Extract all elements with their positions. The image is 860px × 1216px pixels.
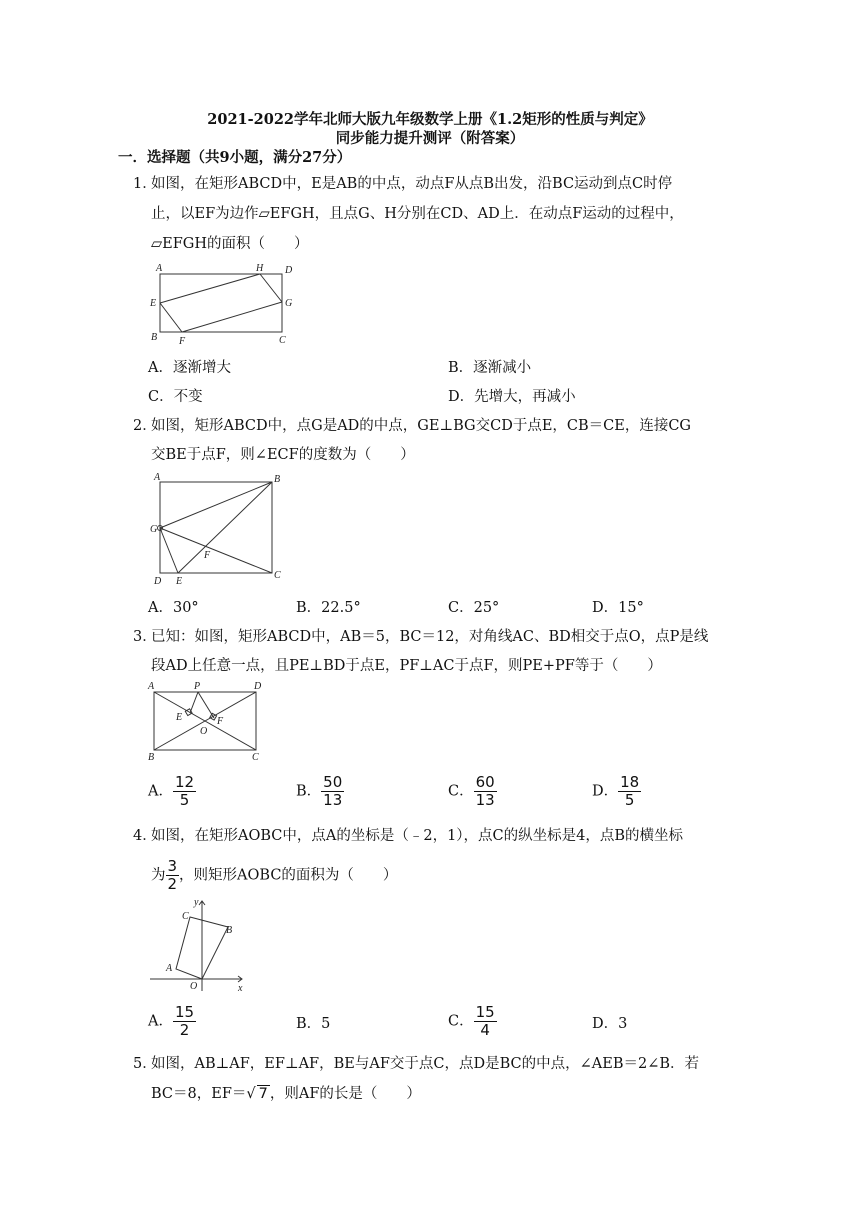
sqrt-value: 7: [258, 1086, 268, 1102]
label-F: F: [204, 550, 211, 561]
label-A: A: [148, 681, 155, 692]
question-text-line: 已知：如图，矩形ABCD中，AB＝5，BC＝12，对角线AC、BD相交于点O，点P是线: [151, 629, 709, 645]
option-c: C．不变: [148, 389, 203, 405]
option-b: B．逐渐减小: [448, 360, 532, 376]
question-text-line: 为 $\frac{3}{2}$ ，则矩形AOBC的面积为（ ）: [151, 857, 398, 893]
option-a: A．逐渐增大: [148, 360, 231, 376]
option-d: D．先增大，再减小: [448, 389, 576, 405]
option-a: A．30°: [148, 600, 199, 616]
question-number: 4．: [133, 828, 157, 844]
question-number: 2．: [133, 418, 157, 434]
label-E: E: [176, 576, 183, 587]
label-x: x: [238, 983, 243, 994]
question-text-line: 如图，在矩形ABCD中，E是AB的中点，动点F从点B出发，沿BC运动到点C时停: [151, 176, 673, 192]
question-text-line: ▱EFGH的面积（ ）: [151, 236, 309, 252]
label-F: F: [179, 336, 186, 346]
option-d: D．3: [592, 1016, 628, 1032]
question-text-line: 段AD上任意一点，且PE⊥BD于点E，PF⊥AC于点F，则PE+PF等于（ ）: [151, 658, 662, 674]
option-b: B．22.5°: [296, 600, 361, 616]
label-B: B: [274, 474, 281, 485]
label-H: H: [256, 263, 264, 274]
option-c: C．25°: [448, 600, 500, 616]
label-C: C: [252, 752, 259, 763]
question-text-line: 如图，在矩形AOBC中，点A的坐标是（﹣2，1），点C的纵坐标是4，点B的横坐标: [151, 828, 684, 844]
label-C: C: [274, 570, 281, 581]
label-G: G: [285, 298, 293, 309]
label-C: C: [279, 335, 286, 346]
label-A: A: [154, 472, 161, 483]
document-title-line2: 同步能力提升测评（附答案）: [335, 130, 525, 147]
question-text-line: 如图，AB⊥AF，EF⊥AF，BE与AF交于点C，点D是BC的中点，∠AEB＝2∠B．若: [151, 1056, 700, 1072]
figure-rectangle-midpoint: [148, 470, 293, 588]
option-d: D． $\frac{18}{5}$: [592, 773, 640, 809]
label-P: P: [194, 681, 201, 692]
option-a: A． $\frac{12}{5}$: [148, 773, 195, 809]
question-text-line: 交BE于点F，则∠ECF的度数为（ ）: [151, 447, 415, 463]
option-b: B． $\frac{50}{13}$: [296, 773, 343, 809]
label-O: O: [190, 981, 198, 992]
document-title-line1: 2021-2022学年北师大版九年级数学上册《1.2矩形的性质与判定》: [207, 111, 653, 128]
section-heading: 一．选择题（共9小题，满分27分）: [118, 149, 352, 166]
figure-coordinate-rectangle: [146, 895, 256, 995]
question-text-line: 止，以EF为边作▱EFGH，且点G、H分别在CD、AD上．在动点F运动的过程中，: [151, 206, 684, 222]
label-C: C: [182, 911, 189, 922]
inline-fraction: $\frac{3}{2}$: [167, 857, 178, 893]
label-B: B: [151, 332, 158, 343]
option-c: C． $\frac{60}{13}$: [448, 773, 495, 809]
label-O: O: [200, 726, 208, 737]
label-E: E: [150, 298, 157, 309]
label-y: y: [194, 897, 199, 908]
figure-rectangle-diagonals: [146, 680, 271, 766]
label-B: B: [226, 925, 233, 936]
label-E: E: [176, 712, 183, 723]
question-number: 5．: [133, 1056, 157, 1072]
label-G: G: [150, 524, 158, 535]
label-D: D: [285, 265, 293, 276]
question-number: 3．: [133, 629, 157, 645]
question-number: 1．: [133, 176, 157, 192]
label-A: A: [166, 963, 173, 974]
figure-rectangle-parallelogram: [148, 260, 308, 346]
label-D: D: [154, 576, 162, 587]
label-B: B: [148, 752, 155, 763]
option-d: D．15°: [592, 600, 644, 616]
label-D: D: [254, 681, 262, 692]
question-text-line: BC＝8，EF＝√ 7 ，则AF的长是（ ）: [151, 1086, 421, 1102]
option-a: A． $\frac{15}{2}$: [148, 1003, 195, 1039]
label-F: F: [217, 716, 224, 727]
label-A: A: [156, 263, 163, 274]
option-b: B．5: [296, 1016, 331, 1032]
option-c: C． $\frac{15}{4}$: [448, 1003, 495, 1039]
question-text-line: 如图，矩形ABCD中，点G是AD的中点，GE⊥BG交CD于点E，CB＝CE，连接CG: [151, 418, 692, 434]
